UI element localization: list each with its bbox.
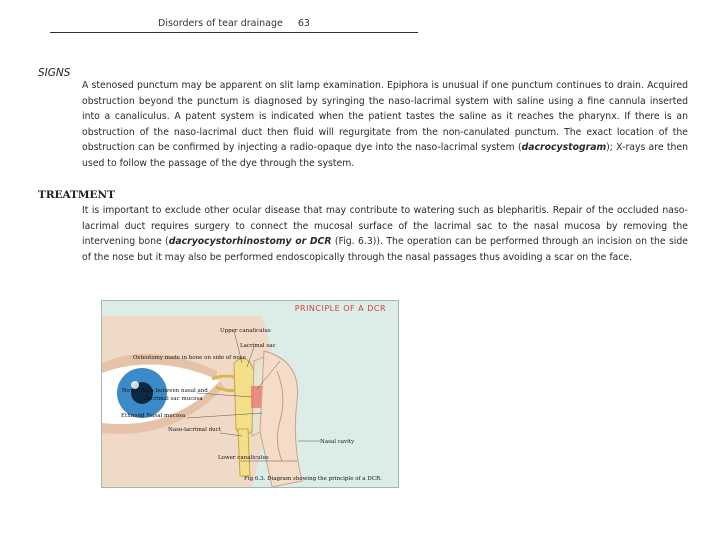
nasolacrimal-duct [238, 429, 250, 476]
label-upper-canaliculus: Upper canaliculus [220, 328, 271, 334]
signs-text-a: A stenosed punctum may be apparent on slit lamp examination. Epiphora is unusual if one punctum continues to drain. Acquired obstruction beyond the punctum is diagnosed by syringing the naso-lacrimal system with saline using a fine cannula inserted into a canaliculus. A patent system is indicated when the patient tastes the saline as it reaches the pharynx. If there is an obstruction of the naso-lacrimal duct then fluid will regurgitate from the non-canulated punctum. The exact location of the obstruction can be confirmed by injecting a radio-opaque dye into the naso-lacrimal system ( [82, 80, 688, 154]
label-new-fistula-2: lacrimal sac mucosa [146, 396, 203, 402]
chapter-title: Disorders of tear drainage [158, 18, 283, 29]
treatment-text-b: (Fig. 6.3)). The operation can be performed through an incision on the side of the nose but it may also be performed endoscopically through the nasal passages thus avoiding a scar on the face. [82, 236, 688, 263]
treatment-term: dacryocystorhinostomy or DCR [168, 236, 332, 248]
label-ethmoid-mucosa: Ethmoid Nasal mucosa [121, 413, 186, 419]
label-new-fistula-1: New fistula between nasal and [122, 388, 208, 394]
dcr-figure [101, 300, 399, 488]
figure-title: PRINCIPLE OF A DCR [294, 304, 386, 313]
signs-term: dacrocystogram [521, 142, 607, 154]
treatment-heading: TREATMENT [38, 189, 115, 201]
signs-heading: SIGNS [38, 67, 71, 79]
treatment-text-a: It is important to exclude other ocular disease that may contribute to watering such as blepharitis. Repair of the occluded naso-lacrimal duct requires surgery to connect the mucosal surface of the lacrimal sac to the nasal mucosa by removing the intervening bone ( [82, 205, 688, 248]
signs-text-b: ); X-rays are then used to follow the passage of the dye through the system. [82, 142, 688, 169]
label-lower-canaliculus: Lower canaliculus [218, 455, 269, 461]
label-lacrimal-sac: Lacrimal sac [240, 343, 276, 349]
treatment-paragraph [82, 203, 688, 265]
running-head [50, 18, 418, 33]
signs-paragraph [82, 78, 688, 172]
label-nasolacrimal-duct: Naso-lacrimal duct [168, 427, 221, 433]
label-nasal-cavity: Nasal cavity [320, 439, 355, 445]
page-number: 63 [297, 18, 310, 29]
figure-caption: Fig 6.3. Diagram showing the principle of a DCR. [244, 476, 382, 482]
label-osteotomy: Osteotomy made in bone on side of nose [133, 355, 246, 361]
